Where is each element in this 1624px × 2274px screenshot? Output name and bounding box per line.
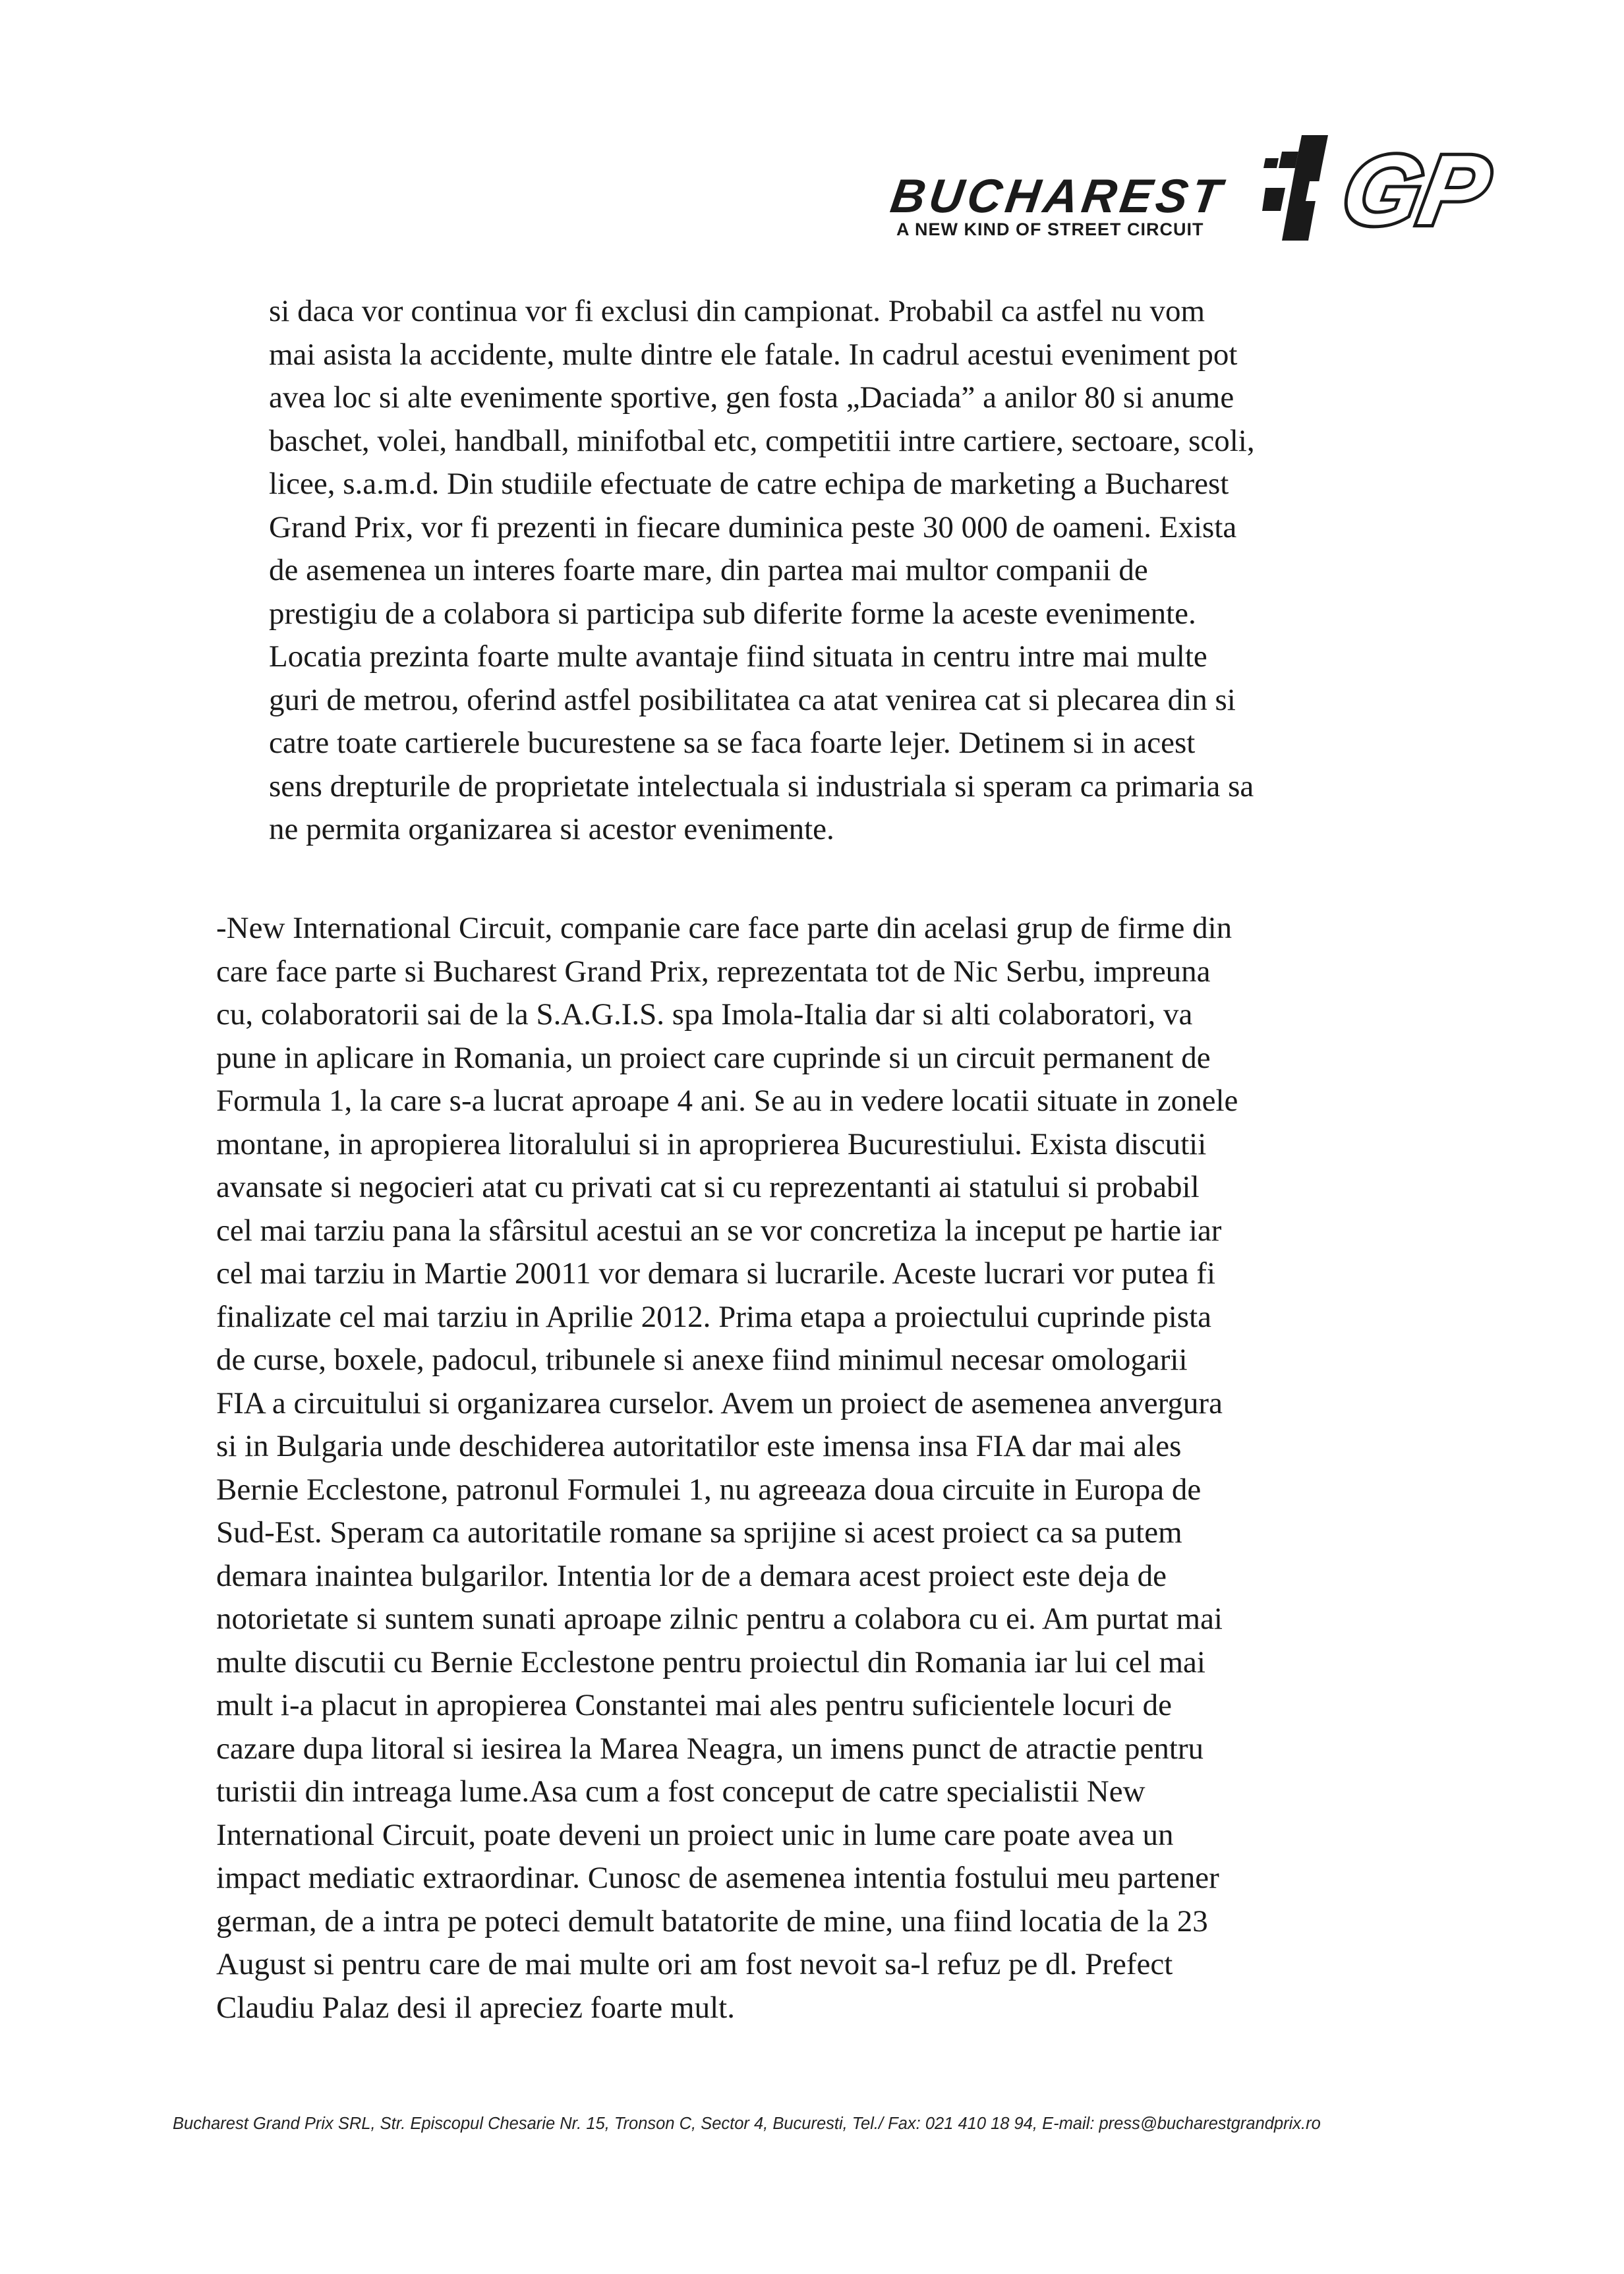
text-line: cel mai tarziu in Martie 20011 vor demara si lucrarile. Aceste lucrari vor putea fi: [216, 1256, 1216, 1291]
text-line: impact mediatic extraordinar. Cunosc de asemenea intentia fostului meu partener: [216, 1861, 1219, 1895]
text-line: finalizate cel mai tarziu in Aprilie 2012. Prima etapa a proiectului cuprinde pista: [216, 1299, 1211, 1334]
text-line: licee, s.a.m.d. Din studiile efectuate de catre echipa de marketing a Bucharest: [269, 467, 1229, 501]
text-line: mai asista la accidente, multe dintre ele fatale. In cadrul acestui eveniment pot: [269, 337, 1238, 372]
text-line: Sud-Est. Speram ca autoritatile romane sa sprijine si acest proiect ca sa putem: [216, 1515, 1182, 1550]
text-line: cu, colaboratorii sai de la S.A.G.I.S. spa Imola-Italia dar si alti colaboratori, va: [216, 997, 1193, 1032]
text-line: si daca vor continua vor fi exclusi din campionat. Probabil ca astfel nu vom: [269, 294, 1205, 328]
text-line: de asemenea un interes foarte mare, din partea mai multor companii de: [269, 553, 1148, 587]
text-line: Formula 1, la care s-a lucrat aproape 4 ani. Se au in vedere locatii situate in zonele: [216, 1084, 1238, 1118]
text-line: Grand Prix, vor fi prezenti in fiecare duminica peste 30 000 de oameni. Exista: [269, 510, 1237, 544]
body-paragraph-2: [216, 907, 1238, 2029]
text-line: pune in aplicare in Romania, un proiect care cuprinde si un circuit permanent de: [216, 1040, 1211, 1075]
page-footer: Bucharest Grand Prix SRL, Str. Episcopul Chesarie Nr. 15, Tronson C, Sector 4, Bucuresti, Tel./ Fax: 021 410 18 94, E-mail: press@bucharestgrandprix.ro: [173, 2114, 1321, 2133]
text-line: prestigiu de a colabora si participa sub diferite forme la aceste evenimente.: [269, 596, 1196, 631]
text-line: multe discutii cu Bernie Ecclestone pentru proiectul din Romania iar lui cel mai: [216, 1645, 1205, 1679]
text-line: FIA a circuitului si organizarea curselor. Avem un proiect de asemenea anvergura: [216, 1385, 1223, 1420]
text-line: August si pentru care de mai multe ori am fost nevoit sa-l refuz pe dl. Prefect: [216, 1947, 1173, 1981]
text-line: cazare dupa litoral si iesirea la Marea Neagra, un imens punct de atractie pentru: [216, 1731, 1204, 1766]
text-line: International Circuit, poate deveni un proiect unic in lume care poate avea un: [216, 1817, 1174, 1852]
text-line: sens drepturile de proprietate intelectuala si industriala si speram ca primaria sa: [269, 769, 1254, 803]
text-line: baschet, volei, handball, minifotbal etc, competitii intre cartiere, sectoare, scoli,: [269, 423, 1255, 458]
text-line: guri de metrou, oferind astfel posibilitatea ca atat venirea cat si plecarea din si: [269, 682, 1236, 717]
text-line: Bernie Ecclestone, patronul Formulei 1, nu agreeaza doua circuite in Europa de: [216, 1472, 1202, 1507]
text-line: avea loc si alte evenimente sportive, gen fosta „Daciada” a anilor 80 si anume: [269, 380, 1234, 415]
body-paragraph-1: [269, 290, 1255, 852]
text-line: si in Bulgaria unde deschiderea autoritatilor este imensa insa FIA dar mai ales: [216, 1429, 1182, 1463]
text-line: -New International Circuit, companie care face parte din acelasi grup de firme din: [216, 911, 1232, 945]
text-line: catre toate cartierele bucurestene sa se faca foarte lejer. Detinem si in acest: [269, 726, 1196, 760]
text-line: notorietate si suntem sunati aproape zilnic pentru a colabora cu ei. Am purtat mai: [216, 1602, 1223, 1636]
text-line: german, de a intra pe poteci demult batatorite de mine, una fiind locatia de la 23: [216, 1904, 1208, 1939]
text-line: turistii din intreaga lume.Asa cum a fost conceput de catre specialistii New: [216, 1774, 1146, 1809]
text-line: mult i-a placut in apropierea Constantei mai ales pentru suficientele locuri de: [216, 1688, 1172, 1722]
logo-wordmark: BUCHAREST: [887, 170, 1229, 223]
text-line: care face parte si Bucharest Grand Prix, reprezentata tot de Nic Serbu, impreuna: [216, 954, 1211, 989]
text-line: ne permita organizarea si acestor evenimente.: [269, 812, 834, 846]
text-line: avansate si negocieri atat cu privati cat si cu reprezentanti ai statului si probabil: [216, 1170, 1200, 1204]
logo-tagline: A NEW KIND OF STREET CIRCUIT: [896, 219, 1204, 239]
text-line: cel mai tarziu pana la sfârsitul acestui an se vor concretiza la inceput pe hartie iar: [216, 1213, 1222, 1248]
text-line: de curse, boxele, padocul, tribunele si anexe fiind minimul necesar omologarii: [216, 1343, 1188, 1377]
text-line: Claudiu Palaz desi il apreciez foarte mult.: [216, 1990, 735, 2025]
checkered-flag-icon: [1262, 129, 1335, 244]
text-line: montane, in apropierea litoralului si in aproprierea Bucurestiului. Exista discutii: [216, 1126, 1207, 1161]
text-line: demara inaintea bulgarilor. Intentia lor de a demara acest proiect este deja de: [216, 1558, 1167, 1593]
logo-gp: GP: [1335, 134, 1497, 245]
company-logo: [883, 129, 1509, 247]
text-line: Locatia prezinta foarte multe avantaje fiind situata in centru intre mai multe: [269, 639, 1207, 674]
